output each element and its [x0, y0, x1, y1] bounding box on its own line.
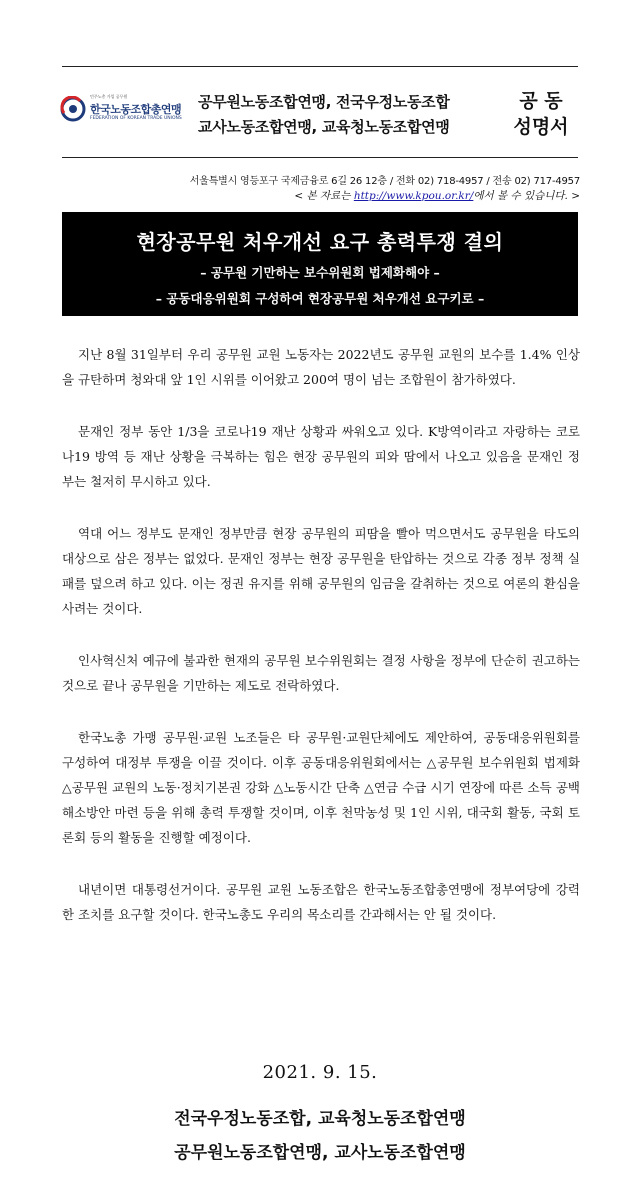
body-paragraph-6: 내년이면 대통령선거이다. 공무원 교원 노동조합은 한국노동조합총연맹에 정부여당에 강력한 조치를 요구할 것이다. 한국노총도 우리의 목소리를 간과해서는 안 될 것이다.	[62, 882, 580, 922]
union-names-line-1: 공무원노동조합연맹, 전국우정노동조합	[198, 93, 450, 111]
joint-label-line-2: 성명서	[513, 116, 569, 138]
fktu-emblem-icon	[60, 96, 86, 122]
header-divider	[62, 157, 578, 158]
reference-suffix: 에서 볼 수 있습니다. >	[473, 190, 580, 202]
joint-label-line-1: 공 동	[519, 90, 563, 112]
reference-link[interactable]: http://www.kpou.or.kr/	[353, 190, 474, 202]
signatories-line-1: 전국우정노동조합, 교육청노동조합연맹	[174, 1109, 466, 1129]
statement-title: 현장공무원 처우개선 요구 총력투쟁 결의	[136, 230, 504, 254]
body-paragraph-4: 인사혁신처 예규에 불과한 현재의 공무원 보수위원회는 결정 사항을 정부에 단순히 권고하는 것으로 끝나 공무원을 기만하는 제도로 전락하였다.	[62, 653, 580, 693]
statement-body	[62, 342, 580, 954]
signatories-line-2: 공무원노동조합연맹, 교사노동조합연맹	[174, 1143, 466, 1163]
body-paragraph-2: 문재인 정부 동안 1/3을 코로나19 재난 상황과 싸워오고 있다. K방역이라고 자랑하는 코로나19 방역 등 재난 상황을 극복하는 힘은 현장 공무원의 피와 땀에서 나오고 있음을 문재인 정부는 철저히 무시하고 있다.	[62, 424, 580, 489]
body-paragraph-3: 역대 어느 정부도 문재인 정부만큼 현장 공무원의 피땀을 빨아 먹으면서도 공무원을 타도의 대상으로 삼은 정부는 없었다. 문재인 정부는 현장 공무원을 탄압하는 것으로 각종 정부 정책 실패를 덮으려 하고 있다. 이는 정권 유지를 위해 공무원의 임금을 갈취하는 것으로 여론의 환심을 사려는 것이다.	[62, 526, 580, 616]
union-names	[198, 90, 488, 140]
statement-subtitle-1: – 공무원 기만하는 보수위원회 법제화해야 –	[200, 265, 440, 280]
logo-name: 한국노동조합총연맹	[90, 103, 182, 116]
statement-date: 2021. 9. 15.	[262, 1062, 378, 1083]
reference-line	[70, 188, 580, 203]
union-names-line-2: 교사노동조합연맹, 교육청노동조합연맹	[198, 118, 450, 136]
fktu-logo	[60, 92, 190, 130]
contact-address: 서울특별시 영등포구 국제금융로 6길 26 12층 / 전화 02) 718-4957 / 전송 02) 717-4957	[189, 176, 580, 187]
joint-statement-label	[498, 88, 584, 140]
statement-subtitle-2: – 공동대응위원회 구성하여 현장공무원 처우개선 요구키로 –	[155, 291, 485, 306]
logo-english-name: FEDERATION OF KOREAN TRADE UNIONS	[90, 116, 182, 121]
body-paragraph-5: 한국노총 가맹 공무원·교원 노조들은 타 공무원·교원단체에도 제안하여, 공동대응위원회를 구성하여 대정부 투쟁을 이끌 것이다. 이후 공동대응위원회에서는 △공무원 보수위원회 법제화 △공무원 교원의 노동·정치기본권 강화 △노동시간 단축 △연금 수급 시기 연장에 따른 소득 공백 해소방안 마련 등을 위해 총력 투쟁할 것이며, 이후 천막농성 및 1인 시위, 대국회 활동, 국회 토론회 등의 활동을 진행할 예정이다.	[62, 730, 580, 845]
logo-small-text: 민주노총 가입 공무원	[90, 94, 128, 99]
reference-prefix: < 본 자료는	[294, 190, 354, 202]
body-paragraph-1: 지난 8월 31일부터 우리 공무원 교원 노동자는 2022년도 공무원 교원의 보수를 1.4% 인상을 규탄하며 청와대 앞 1인 시위를 이어왔고 200여 명이 넘는 조합원이 참가하였다.	[62, 347, 580, 387]
top-divider	[62, 66, 578, 67]
title-banner	[62, 212, 578, 316]
